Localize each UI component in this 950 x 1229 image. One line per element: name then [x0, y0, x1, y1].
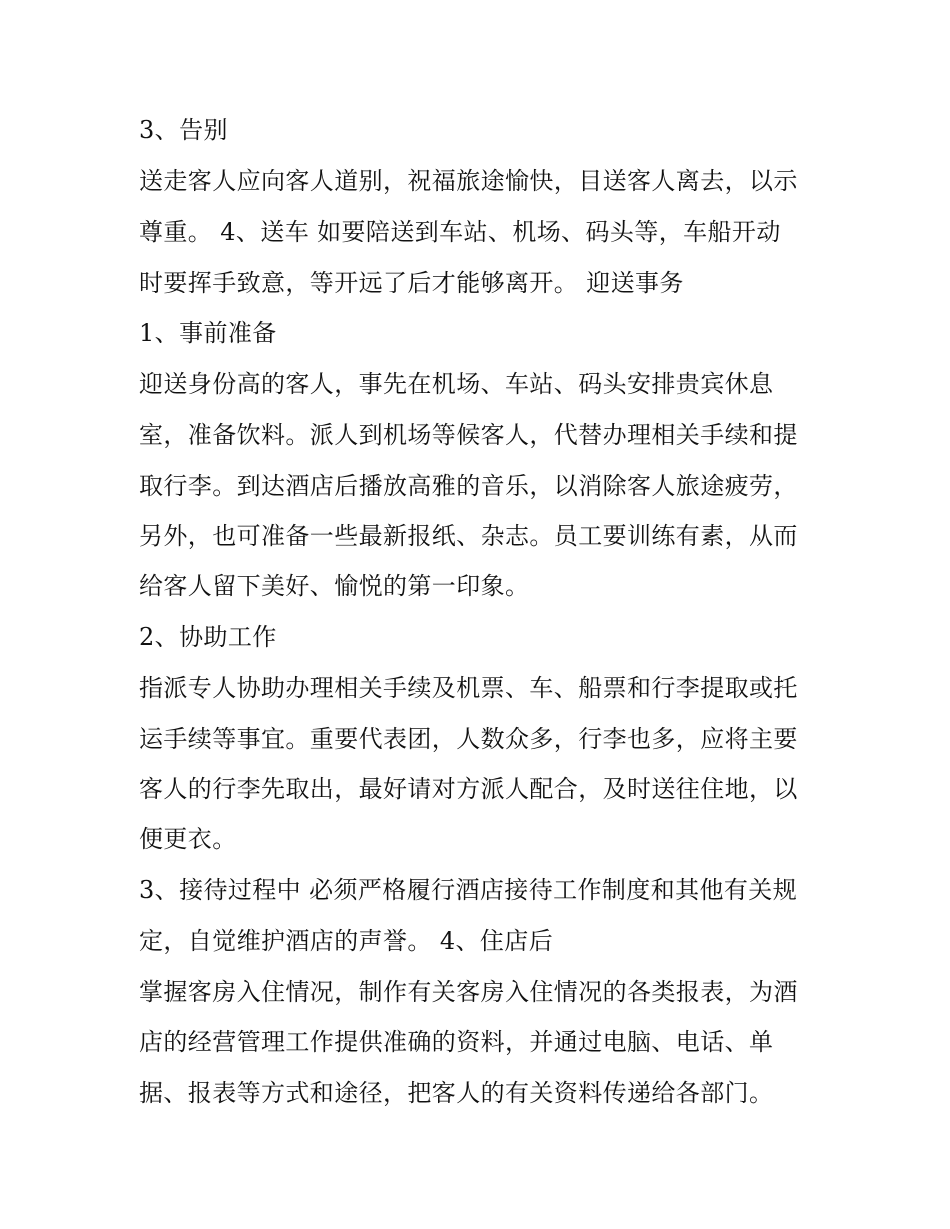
text-line: 便更衣。 — [139, 825, 237, 853]
text-line: 另外，也可准备一些最新报纸、杂志。员工要训练有素，从而 — [139, 522, 798, 550]
text-line: 取行李。到达酒店后播放高雅的音乐，以消除客人旅途疲劳， — [139, 472, 798, 500]
text-line: 店的经营管理工作提供准确的资料，并通过电脑、电话、单 — [139, 1028, 774, 1056]
text-line: 掌握客房入住情况，制作有关客房入住情况的各类报表，为酒 — [139, 978, 798, 1006]
text-line: 迎送身份高的客人，事先在机场、车站、码头安排贵宾休息 — [139, 370, 774, 398]
text-line: 尊重。 4、送车 如要陪送到车站、机场、码头等，车船开动 — [139, 218, 781, 246]
section-heading-farewell: 3、告别 — [139, 116, 228, 144]
text-line: 给客人留下美好、愉悦的第一印象。 — [139, 572, 530, 600]
text-line: 送走客人应向客人道别，祝福旅途愉快，目送客人离去，以示 — [139, 167, 798, 195]
text-line: 定，自觉维护酒店的声誉。 4、住店后 — [139, 927, 554, 955]
text-line: 客人的行李先取出，最好请对方派人配合，及时送往住地，以 — [139, 775, 798, 803]
text-line: 时要挥手致意，等开远了后才能够离开。 迎送事务 — [139, 269, 684, 297]
section-heading-reception: 3、接待过程中 必须严格履行酒店接待工作制度和其他有关规 — [139, 876, 798, 904]
text-line: 室，准备饮料。派人到机场等候客人，代替办理相关手续和提 — [139, 421, 798, 449]
text-line: 指派专人协助办理相关手续及机票、车、船票和行李提取或托 — [139, 674, 798, 702]
text-line: 据、报表等方式和途径，把客人的有关资料传递给各部门。 — [139, 1079, 774, 1107]
section-heading-preparation: 1、事前准备 — [139, 319, 277, 347]
section-heading-assistance: 2、协助工作 — [139, 623, 277, 651]
text-line: 运手续等事宜。重要代表团，人数众多，行李也多，应将主要 — [139, 725, 798, 753]
